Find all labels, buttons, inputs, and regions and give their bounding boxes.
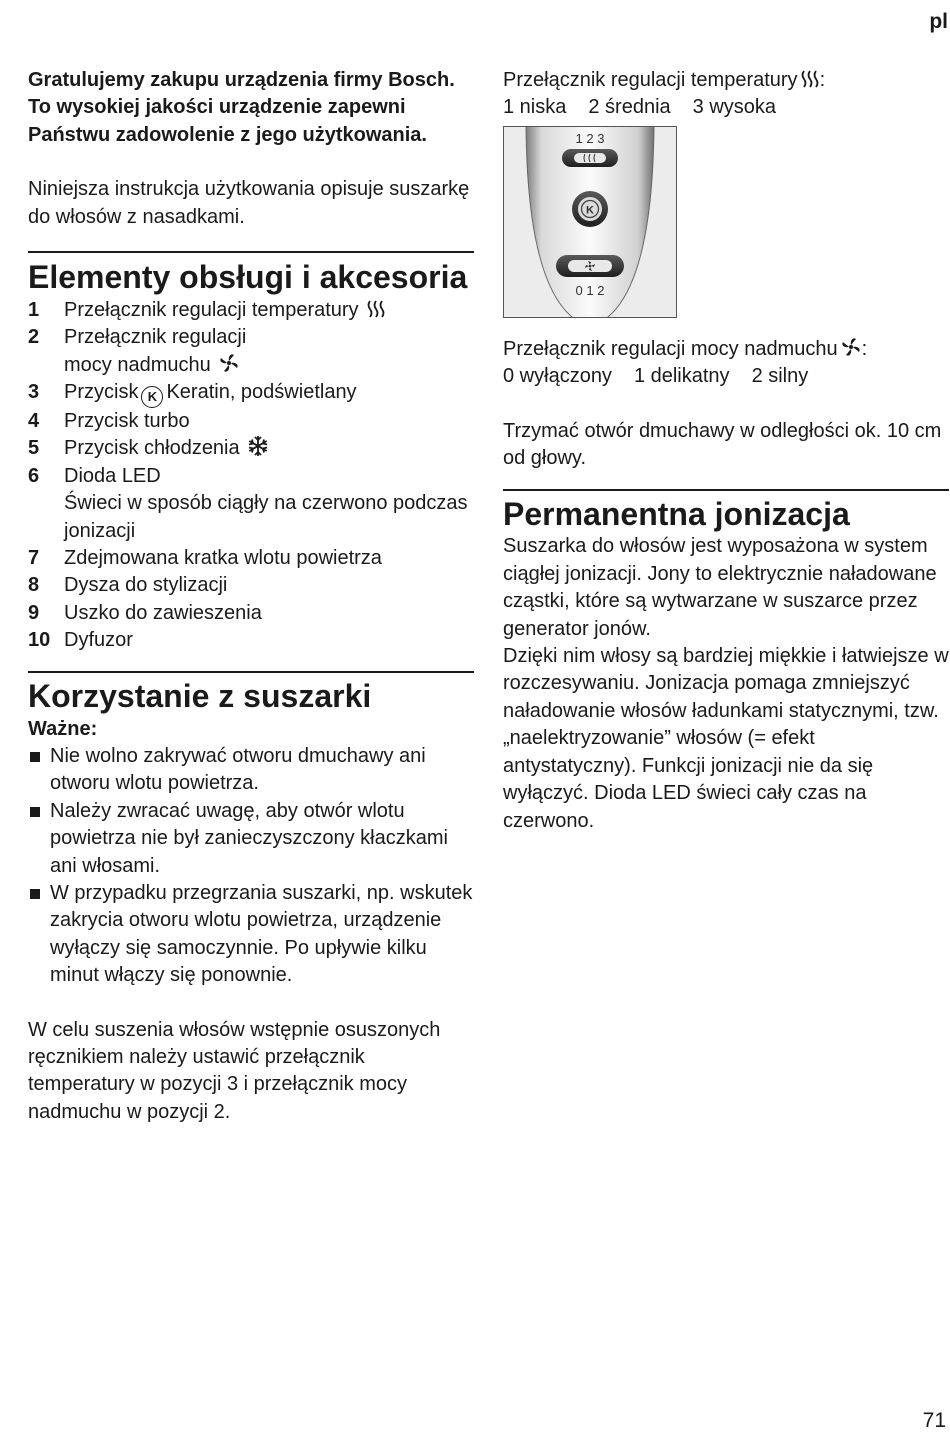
- important-list: [28, 743, 474, 990]
- list-item: 9 Uszko do zawieszenia: [28, 601, 262, 624]
- section-rule: [28, 671, 474, 673]
- right-column: [503, 67, 949, 835]
- section-rule: [28, 251, 474, 253]
- list-item: 7 Zdejmowana kratka wlotu powietrza: [28, 546, 382, 569]
- list-item: W przypadku przegrzania suszarki, np. wskutek zakrycia otworu wlotu powietrza, urządzenie wyłączy się samoczynnie. Po upływie kilku minut włączy się ponownie.: [28, 880, 474, 990]
- snowflake-icon: [247, 435, 269, 457]
- temp-options: 1 niska 2 średnia 3 wysoka: [503, 96, 777, 119]
- intro-bold-text: Gratulujemy zakupu urządzenia firmy Bosch. To wysokiej jakości urządzenie zapewni Państwu zadowolenie z jego użytkowania.: [28, 69, 455, 146]
- fan-switch-label: Przełącznik regulacji mocy nadmuchu :: [503, 337, 868, 360]
- device-label-fan: 0 1 2: [575, 282, 605, 298]
- usage-heading: Korzystanie z suszarki: [28, 677, 372, 714]
- temp-switch-label: Przełącznik regulacji temperatury :: [503, 69, 826, 91]
- ionization-text-2: Dzięki nim włosy są bardziej miękkie i łatwiejsze w rozczesywaniu. Jonizacja pomaga zmniejszyć naładowanie włosów ładunkami statycznymi, tzw. „naelektryzowanie” włosów (= efekt antystatyczny). Funkcji jonizacji nie da się wyłączyć. Dioda LED świeci cały czas na czerwono.: [503, 645, 949, 832]
- fan-icon: [840, 336, 862, 358]
- list-item: Należy zwracać uwagę, aby otwór wlotu powietrza nie był zanieczyszczony kłaczkami ani włosami.: [28, 798, 474, 880]
- language-code: pl: [929, 10, 948, 33]
- important-label: Ważne:: [28, 717, 98, 740]
- list-item: 8 Dysza do stylizacji: [28, 574, 228, 597]
- square-bullet-icon: [30, 752, 40, 762]
- list-item: 4 Przycisk turbo: [28, 409, 190, 432]
- distance-note: Trzymać otwór dmuchawy w odległości ok. 10 cm od głowy.: [503, 419, 942, 470]
- usage-paragraph: W celu suszenia włosów wstępnie osuszonych ręcznikiem należy ustawić przełącznik temperatury w pozycji 3 i przełącznik mocy nadmuchu w pozycji 2.: [28, 1018, 441, 1123]
- intro-text: Niniejsza instrukcja użytkowania opisuje suszarkę do włosów z nasadkami.: [28, 178, 470, 228]
- left-column: [28, 67, 474, 1126]
- ionization-text: Suszarka do włosów jest wyposażona w system ciągłej jonizacji. Jony to elektrycznie naładowane cząstki, które są wytwarzane w suszarce przez generator jonów.: [503, 535, 937, 640]
- controls-heading: Elementy obsługi i akcesoria: [28, 259, 468, 296]
- heat-icon: [800, 69, 820, 89]
- fan-options: 0 wyłączony 1 delikatny 2 silny: [503, 365, 809, 388]
- device-photo: [503, 126, 677, 318]
- controls-list: [28, 297, 474, 655]
- ionization-heading: Permanentna jonizacja: [503, 496, 850, 533]
- page-number: 71: [922, 1408, 946, 1432]
- list-item: 3 Przycisk K Keratin, podświetlany: [28, 379, 474, 408]
- device-label-key: K: [586, 204, 594, 217]
- fan-icon: [218, 352, 240, 374]
- list-item: 1 Przełącznik regulacji temperatury: [28, 297, 474, 324]
- square-bullet-icon: [30, 807, 40, 817]
- list-item: Nie wolno zakrywać otworu dmuchawy ani otworu wlotu powietrza.: [28, 743, 474, 798]
- list-item: 10 Dyfuzor: [28, 629, 133, 652]
- heat-icon: [366, 299, 386, 319]
- list-item: 5 Przycisk chłodzenia: [28, 435, 474, 462]
- list-item: 6 Dioda LED Świeci w sposób ciągły na czerwono podczas jonizacji: [28, 464, 468, 542]
- device-label-temp: 1 2 3: [575, 130, 605, 146]
- square-bullet-icon: [30, 889, 40, 899]
- keratin-key-icon: K: [141, 386, 163, 408]
- section-rule: [503, 489, 949, 491]
- list-item: 2 Przełącznik regulacji mocy nadmuchu: [28, 326, 247, 376]
